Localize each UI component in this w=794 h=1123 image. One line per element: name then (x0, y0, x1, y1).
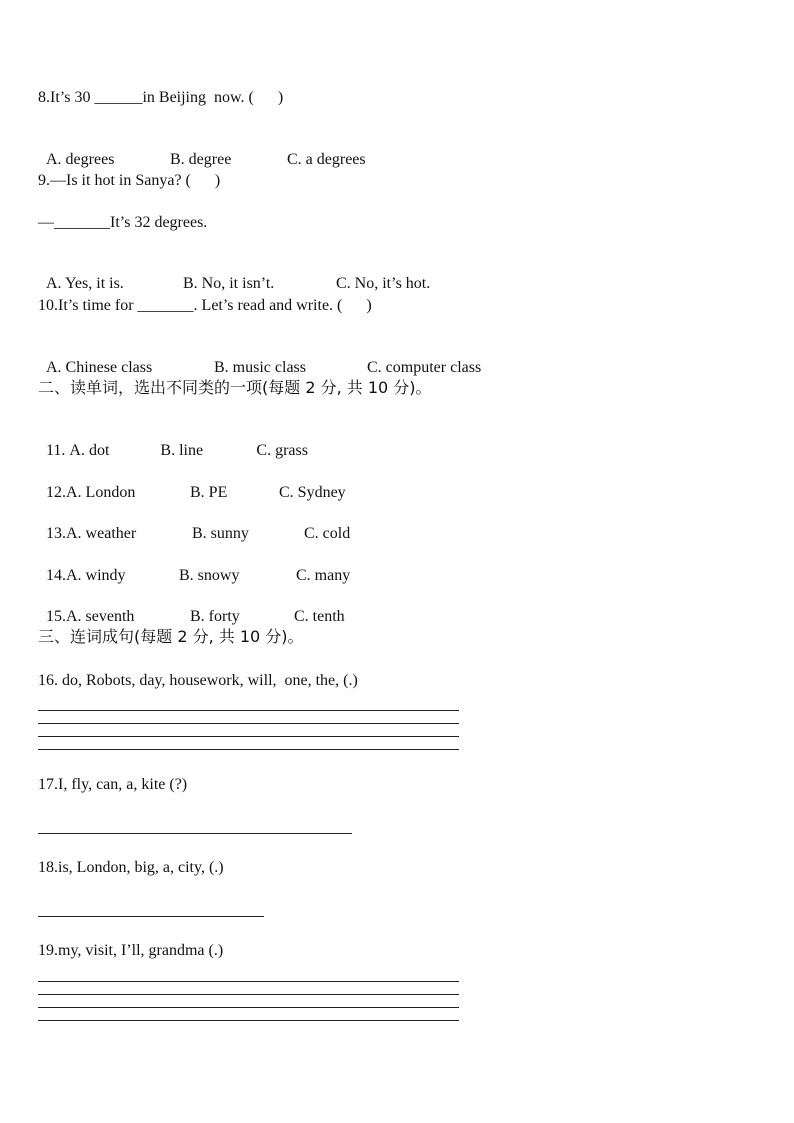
q8-option-c[interactable]: C. a degrees (287, 151, 366, 168)
q19-answer-line-2[interactable] (38, 994, 459, 995)
q17-stem: 17.I, fly, can, a, kite (?) (38, 776, 188, 793)
q10-stem: 10.It’s time for _______. Let’s read and write. ( ) (38, 297, 372, 314)
q18-answer-line[interactable] (38, 916, 264, 917)
q17-answer-line[interactable] (38, 833, 352, 834)
q10-option-a[interactable]: A. Chinese class (46, 359, 153, 376)
section-2-title: 二、读单词，选出不同类的一项(每题 2 分, 共 10 分)。 (38, 378, 432, 397)
q9-stem: 9.—Is it hot in Sanya? ( ) (38, 172, 221, 189)
q13-number: 13. (46, 525, 66, 542)
q19-answer-line-1[interactable] (38, 981, 459, 982)
q9-option-b[interactable]: B. No, it isn’t. (183, 275, 275, 292)
q15-number: 15. (46, 608, 66, 625)
q14-option-a[interactable]: A. windy (66, 567, 126, 584)
q15-option-b[interactable]: B. forty (190, 608, 240, 625)
q15-options (38, 587, 345, 627)
q9-reply: —_______It’s 32 degrees. (38, 214, 208, 231)
q8-stem: 8.It’s 30 ______in Beijing now. ( ) (38, 89, 284, 106)
q8-options (38, 130, 366, 170)
q9-option-a[interactable]: A. Yes, it is. (46, 275, 124, 292)
q14-number: 14. (46, 567, 66, 584)
section-3-title: 三、连词成句(每题 2 分, 共 10 分)。 (38, 627, 304, 646)
q12-option-a[interactable]: A. London (66, 484, 136, 501)
q14-option-b[interactable]: B. snowy (179, 567, 240, 584)
q19-answer-line-3[interactable] (38, 1007, 459, 1008)
q15-option-c[interactable]: C. tenth (294, 608, 345, 625)
q19-answer-line-4[interactable] (38, 1020, 459, 1021)
q15-option-a[interactable]: A. seventh (66, 608, 135, 625)
q13-options (38, 504, 350, 544)
q12-number: 12. (46, 484, 66, 501)
q12-option-b[interactable]: B. PE (190, 484, 228, 501)
q8-option-a[interactable]: A. degrees (46, 151, 115, 168)
q13-option-a[interactable]: A. weather (66, 525, 137, 542)
q16-answer-line-2[interactable] (38, 723, 459, 724)
q18-stem: 18.is, London, big, a, city, (.) (38, 859, 224, 876)
q16-answer-line-3[interactable] (38, 736, 459, 737)
q16-stem: 16. do, Robots, day, housework, will, one, the, (.) (38, 672, 358, 689)
q14-option-c[interactable]: C. many (296, 567, 351, 584)
q13-option-b[interactable]: B. sunny (192, 525, 249, 542)
q19-stem: 19.my, visit, I’ll, grandma (.) (38, 942, 224, 959)
q11-option-a[interactable]: A. dot (69, 442, 110, 459)
q11-number: 11. (46, 442, 66, 459)
q11-option-c[interactable]: C. grass (256, 442, 308, 459)
q11-option-b[interactable]: B. line (160, 442, 204, 459)
q13-option-c[interactable]: C. cold (304, 525, 351, 542)
q9-option-c[interactable]: C. No, it’s hot. (336, 275, 431, 292)
q8-option-b[interactable]: B. degree (170, 151, 232, 168)
q9-options (38, 254, 430, 294)
q10-option-c[interactable]: C. computer class (367, 359, 482, 376)
q10-options (38, 338, 481, 378)
q14-options (38, 546, 350, 586)
q16-answer-line-1[interactable] (38, 710, 459, 711)
q10-option-b[interactable]: B. music class (214, 359, 306, 376)
q12-option-c[interactable]: C. Sydney (279, 484, 346, 501)
q11-options (38, 421, 308, 461)
q12-options (38, 463, 346, 503)
q16-answer-line-4[interactable] (38, 749, 459, 750)
